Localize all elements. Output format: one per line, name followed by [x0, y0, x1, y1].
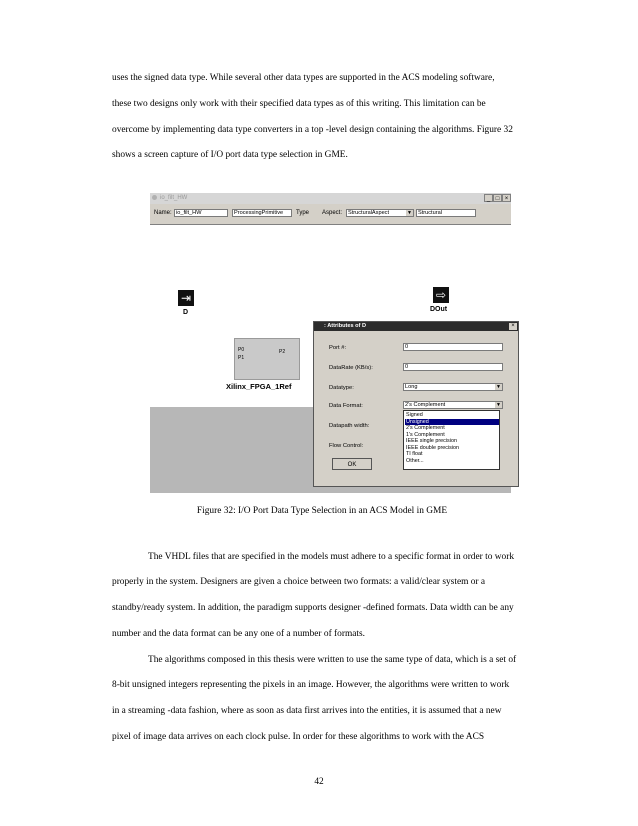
- chevron-down-icon: ▼: [496, 402, 501, 408]
- text-line: The algorithms composed in this thesis were written to use the same type of data, which is a set of: [148, 655, 517, 665]
- text-line: The VHDL files that are specified in the models must adhere to a specific format in order to work: [148, 552, 515, 562]
- window-system-icon: [152, 195, 157, 200]
- text-line: properly in the system. Designers are given a choice between two formats: a valid/clear system or a: [112, 577, 486, 587]
- aspect-value: StructuralAspect: [348, 210, 390, 216]
- dropdown-option[interactable]: 2's Complement: [406, 425, 445, 431]
- minimize-button[interactable]: _: [484, 194, 493, 202]
- datarate-label: DataRate (KB/s):: [329, 365, 373, 371]
- pin-label: P2: [279, 349, 286, 355]
- text-line: number and the data format can be any one of a number of formats.: [112, 629, 366, 639]
- datarate-field[interactable]: 0: [403, 363, 503, 371]
- pin-label: P0: [238, 347, 245, 353]
- input-port-icon[interactable]: ⇥: [178, 290, 194, 306]
- text-line: 8-bit unsigned integers representing the pixels in an image. However, the algorithms were written to work: [112, 680, 510, 690]
- type-label: Type: [296, 210, 310, 216]
- name-field[interactable]: io_filt_HW: [174, 209, 228, 217]
- dropdown-option-selected[interactable]: Unsigned: [405, 419, 499, 426]
- aspect-select[interactable]: [346, 209, 414, 217]
- input-port-label: D: [183, 309, 189, 316]
- aspect-label: Aspect:: [322, 210, 343, 216]
- datatype-select[interactable]: [403, 383, 503, 391]
- ok-button[interactable]: OK: [332, 458, 372, 470]
- text-line: in a streaming -data fashion, where as soon as data first arrives into the entities, it is assumed that a new: [112, 706, 502, 716]
- dropdown-option[interactable]: Other...: [406, 457, 424, 464]
- primitive-label: Xilinx_FPGA_1Ref: [226, 382, 292, 391]
- model-name-bar: [150, 204, 511, 224]
- figure-caption: Figure 32: I/O Port Data Type Selection in an ACS Model in GME: [196, 506, 448, 516]
- pin-label: P1: [238, 355, 245, 361]
- chevron-down-icon: ▼: [407, 210, 412, 216]
- dropdown-option[interactable]: IEEE single precision: [406, 438, 457, 444]
- flow-control-label: Flow Control:: [329, 443, 364, 449]
- dataformat-dropdown-list[interactable]: [403, 410, 500, 470]
- window-titlebar: [150, 193, 511, 204]
- kind-field: ProcessingPrimitive: [232, 209, 292, 217]
- text-line: these two designs only work with their specified data types as of this writing. This limitation can be: [112, 99, 486, 109]
- text-line: pixel of image data arrives on each clock pulse. In order for these algorithms to work with the ACS: [112, 732, 485, 742]
- port-number-label: Port #:: [329, 345, 347, 351]
- text-line: overcome by implementing data type converters in a top -level design containing the algorithms. Figure 32: [112, 125, 513, 135]
- text-line: standby/ready system. In addition, the paradigm supports designer -defined formats. Data width can be any: [112, 603, 514, 613]
- text-line: shows a screen capture of I/O port data type selection in GME.: [112, 150, 348, 160]
- dropdown-option[interactable]: 1's Complement: [406, 431, 445, 438]
- dropdown-option[interactable]: Signed: [406, 412, 423, 418]
- dataformat-select[interactable]: [403, 401, 503, 409]
- dialog-title: : Attributes of D: [314, 322, 518, 331]
- aspect-display: Structural: [416, 209, 476, 217]
- window-title: io_filt_HW: [160, 195, 188, 201]
- page-number: 42: [314, 777, 324, 787]
- text-line: uses the signed data type. While several other data types are supported in the ACS modeling software,: [112, 73, 495, 83]
- dialog-close-button[interactable]: ×: [509, 323, 517, 330]
- dataformat-label: Data Format:: [329, 403, 363, 409]
- maximize-button[interactable]: □: [493, 194, 502, 202]
- dropdown-option[interactable]: IEEE double precision: [406, 444, 460, 451]
- datatype-label: Datatype:: [329, 385, 354, 391]
- dataformat-value: 2's Complement: [405, 402, 446, 408]
- port-number-field[interactable]: 0: [403, 343, 503, 351]
- output-port-icon[interactable]: ⇨: [433, 287, 449, 303]
- datapath-label: Datapath width:: [329, 423, 370, 429]
- datatype-value: Long: [405, 384, 418, 390]
- output-port-label: DOut: [430, 306, 448, 313]
- name-label: Name:: [154, 210, 172, 216]
- dropdown-option[interactable]: TI float: [406, 451, 423, 457]
- attributes-dialog: [313, 321, 519, 487]
- close-button[interactable]: ×: [502, 194, 511, 202]
- chevron-down-icon: ▼: [496, 384, 501, 390]
- fpga-primitive[interactable]: [234, 338, 300, 380]
- gme-screenshot: [150, 193, 515, 493]
